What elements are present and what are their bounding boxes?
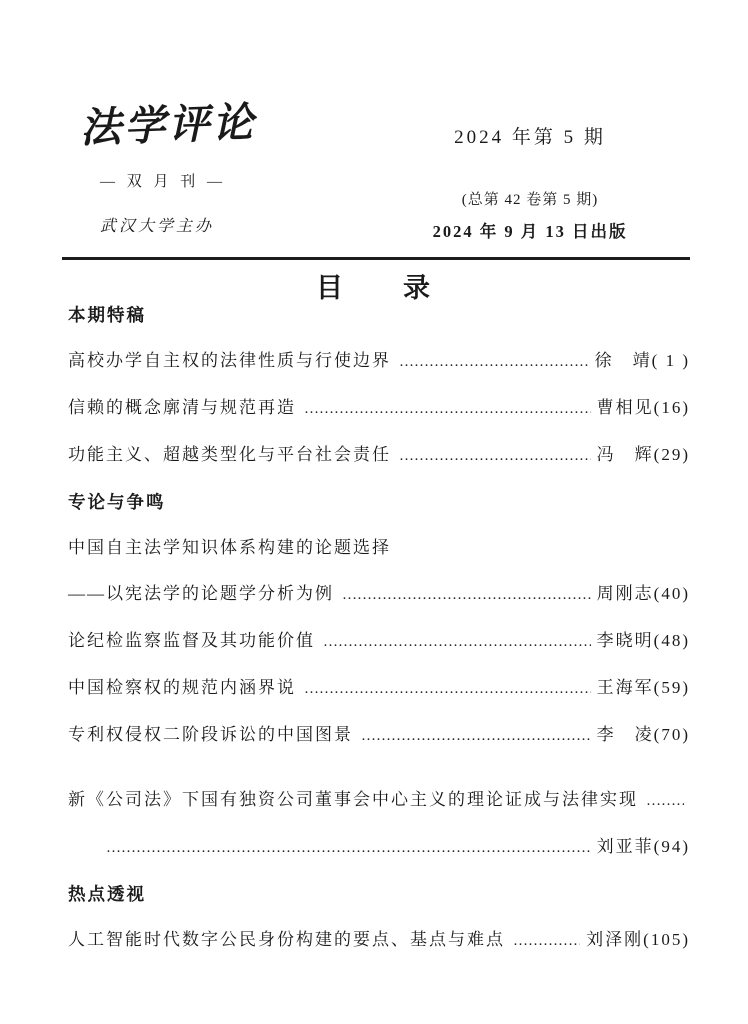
issue-number: 2024 年第 5 期: [454, 127, 606, 148]
toc-entry-title: 人工智能时代数字公民身份构建的要点、基点与难点: [68, 930, 505, 949]
toc-entry: [68, 352, 690, 371]
toc-entry-page: (94): [653, 837, 690, 856]
dot-leader: [304, 680, 591, 698]
toc-entry-page: (105): [643, 930, 690, 949]
volume-number: (总第 42 卷第 5 期): [461, 192, 599, 208]
section-heading: 热点透视: [68, 884, 146, 904]
toc-entry-title: ——以宪法学的论题学分析为例: [68, 584, 334, 603]
toc-entry-author: 刘泽刚: [586, 930, 644, 949]
toc-entry-author: 曹相见: [596, 398, 654, 417]
toc-entry: [68, 585, 690, 604]
toc-entry: [68, 446, 690, 465]
toc-entry-page: (29): [653, 445, 690, 464]
toc-entry: [68, 931, 690, 950]
dot-leader: [361, 727, 591, 745]
toc-entry-author: 刘亚菲: [596, 837, 654, 856]
dot-leader: [323, 633, 591, 651]
toc-entry-author: 李晓明: [596, 631, 654, 650]
section-heading: 本期特稿: [68, 305, 146, 325]
toc-entry: [68, 632, 690, 651]
toc-entry-title: 中国检察权的规范内涵界说: [68, 678, 296, 697]
dot-leader: [106, 839, 591, 857]
toc-entry-title: 高校办学自主权的法律性质与行使边界: [68, 351, 391, 370]
toc-entry-page: (59): [653, 678, 690, 697]
toc-entry-title: 功能主义、超越类型化与平台社会责任: [68, 445, 391, 464]
toc-entry-page: (40): [653, 584, 690, 603]
toc-entry-title: 中国自主法学知识体系构建的论题选择: [68, 538, 391, 557]
toc-entry-author: 周刚志: [596, 584, 654, 603]
publish-date: 2024 年 9 月 13 日出版: [432, 222, 628, 241]
toc-entry: [68, 399, 690, 418]
toc-entry-page: (16): [653, 398, 690, 417]
journal-organizer: 武汉大学主办: [100, 218, 215, 235]
toc-entry-title: 信赖的概念廓清与规范再造: [68, 398, 296, 417]
toc-entry-author: 徐 靖: [594, 351, 652, 370]
toc-title: 目 录: [316, 273, 432, 303]
dot-leader: [342, 586, 591, 604]
toc-entry-wrap-line2: [68, 838, 690, 857]
journal-frequency: — 双 月 刊 —: [100, 174, 227, 190]
section-heading: 专论与争鸣: [68, 492, 166, 512]
toc-entry-page: (48): [653, 631, 690, 650]
dot-leader: [513, 932, 580, 950]
toc-entry: [68, 679, 690, 698]
toc-entry-wrap-line1: [68, 791, 690, 810]
dot-leader: [399, 447, 591, 465]
toc-entry-author: 冯 辉: [596, 445, 654, 464]
dot-leader: [304, 400, 591, 418]
table-of-contents: [68, 306, 690, 978]
dot-leader: [399, 353, 589, 371]
toc-entry-title: 论纪检监察监督及其功能价值: [68, 631, 315, 650]
toc-entry: [68, 726, 690, 745]
dot-leader: [646, 792, 684, 810]
toc-entry-page: ( 1 ): [651, 351, 690, 370]
journal-logo-calligraphy: 法学评论: [79, 98, 257, 152]
toc-entry-title: 专利权侵权二阶段诉讼的中国图景: [68, 725, 353, 744]
toc-entry-page: (70): [653, 725, 690, 744]
header-divider: [62, 257, 690, 260]
toc-entry-title: 新《公司法》下国有独资公司董事会中心主义的理论证成与法律实现: [68, 790, 638, 809]
toc-entry-author: 王海军: [596, 678, 654, 697]
toc-entry: [68, 539, 690, 557]
toc-entry-author: 李 凌: [596, 725, 654, 744]
